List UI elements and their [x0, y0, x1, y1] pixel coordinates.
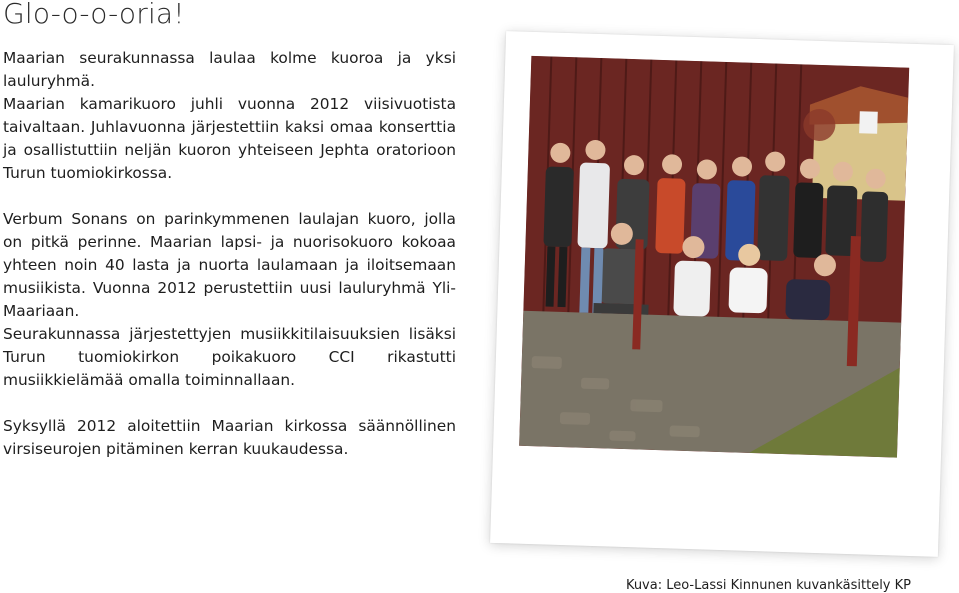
photo-caption: Kuva: Leo-Lassi Kinnunen kuvankäsittely KP	[625, 578, 911, 593]
paragraph-hymn-gatherings: Syksyllä 2012 aloitettiin Maarian kirkossa säännöllinen virsiseurojen pitäminen kerran kuukaudessa.	[3, 417, 456, 458]
paragraph-chamber-choir: Maarian kamarikuoro juhli vuonna 2012 viisivuotista taivaltaan. Juhlavuonna järjestettiin kaksi omaa konserttia ja osallistuttiin neljän kuoron yhteiseen Jephta oratorioon Turun tuomiokirkossa.	[3, 95, 456, 182]
article-title: Glo-o-o-oria!	[3, 0, 185, 30]
paragraph-verbum-sonans: Verbum Sonans on parinkymmenen laulajan kuoro, jolla on pitkä perinne. Maarian lapsi- ja nuorisokuoro kokoaa yhteen noin 40 lasta ja nuorta laulamaan ja iloitsemaan musiikista. Vuonna 2012 perustettiin uusi lauluryhmä Yli-Maariaan.	[3, 210, 456, 320]
article-body	[3, 47, 456, 461]
paragraph-boys-choir: Seurakunnassa järjestettyjen musiikkitilaisuuksien lisäksi Turun tuomiokirkon poikakuoro CCI rikastutti musiikkielämää omalla toiminnallaan.	[3, 325, 456, 389]
choir-group-photo	[519, 56, 909, 458]
photo-illustration	[519, 56, 909, 458]
paragraph-intro: Maarian seurakunnassa laulaa kolme kuoroa ja yksi lauluryhmä.	[3, 49, 456, 90]
polaroid-photo-frame	[490, 31, 954, 557]
paragraph-gap	[3, 185, 456, 208]
paragraph-gap	[3, 392, 456, 415]
